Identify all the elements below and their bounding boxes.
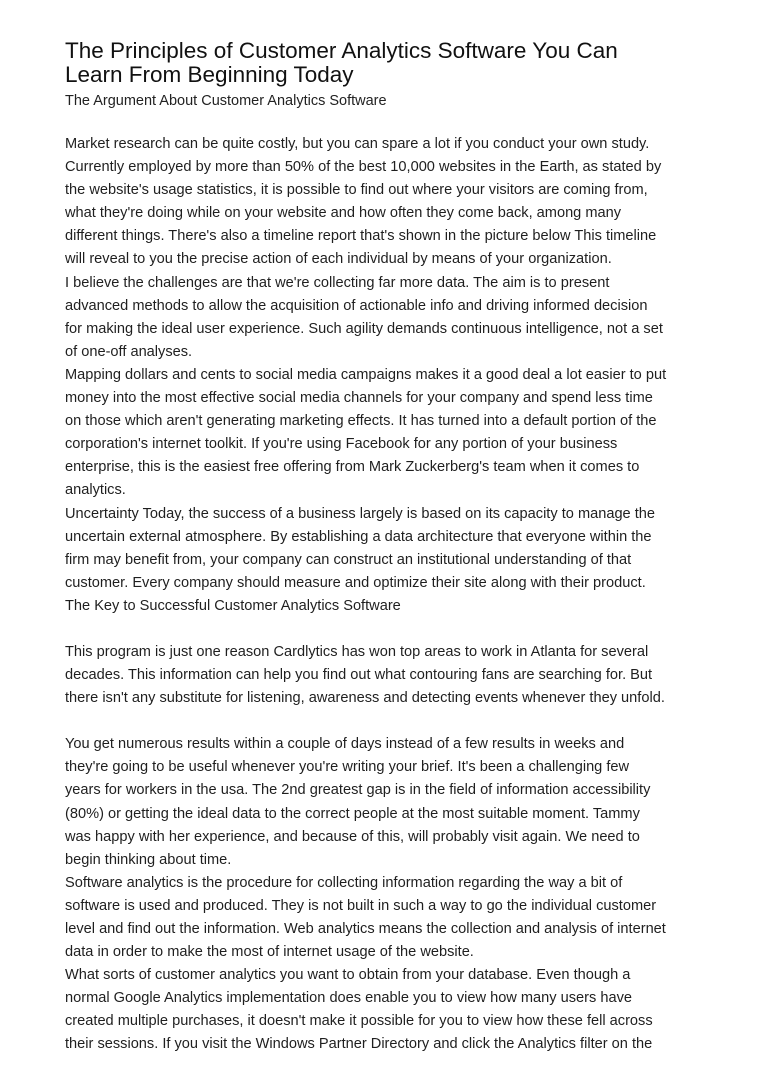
text-line: I believe the challenges are that we're collecting far more data. The aim is to present — [65, 274, 610, 291]
text-line: corporation's internet toolkit. If you're using Facebook for any portion of your business — [65, 436, 618, 453]
text-line: This program is just one reason Cardlytics has won top areas to work in Atlanta for several — [65, 643, 649, 660]
text-line: You get numerous results within a couple of days instead of a few results in weeks and — [65, 736, 625, 753]
spacer — [65, 618, 718, 641]
text-line: (80%) or getting the ideal data to the correct people at the most suitable moment. Tammy — [65, 805, 640, 822]
text-line: years for workers in the usa. The 2nd greatest gap is in the field of information accessibility — [65, 782, 651, 799]
paragraph — [65, 733, 718, 872]
text-line: money into the most effective social media channels for your company and spend less time — [65, 390, 653, 407]
text-line: different things. There's also a timeline report that's shown in the picture below This timeline — [65, 228, 657, 245]
document-title-line-2: Learn From Beginning Today — [65, 62, 354, 87]
paragraph — [65, 872, 718, 964]
text-line: there isn't any substitute for listening, awareness and detecting events whenever they unfold. — [65, 690, 665, 707]
text-line: their sessions. If you visit the Windows Partner Directory and click the Analytics filter on the — [65, 1036, 653, 1053]
text-line: will reveal to you the precise action of each individual by means of your organization. — [65, 251, 612, 268]
paragraph — [65, 964, 718, 1056]
document-title — [65, 39, 718, 87]
paragraph — [65, 364, 718, 503]
text-line: what they're doing while on your website and how often they come back, among many — [65, 205, 622, 222]
text-line: was happy with her experience, and because of this, will probably visit again. We need to — [65, 828, 640, 845]
paragraph — [65, 272, 718, 364]
text-line: uncertain external atmosphere. By establishing a data architecture that everyone within the — [65, 528, 652, 545]
paragraph — [65, 503, 718, 595]
text-line: Market research can be quite costly, but you can spare a lot if you conduct your own study. — [65, 136, 650, 152]
document-subtitle: The Argument About Customer Analytics Software — [65, 93, 387, 109]
text-line: they're going to be useful whenever you're writing your brief. It's been a challenging few — [65, 759, 630, 776]
text-line: enterprise, this is the easiest free offering from Mark Zuckerberg's team when it comes to — [65, 459, 640, 476]
text-line: for making the ideal user experience. Such agility demands continuous intelligence, not a set — [65, 320, 663, 337]
text-line: data in order to make the most of internet usage of the website. — [65, 944, 474, 961]
text-line: the website's usage statistics, it is possible to find out where your visitors are coming from, — [65, 182, 648, 199]
text-line: Currently employed by more than 50% of the best 10,000 websites in the Earth, as stated by — [65, 159, 662, 176]
text-line: customer. Every company should measure and optimize their site along with their product. — [65, 574, 646, 591]
text-line: firm may benefit from, your company can construct an institutional understanding of that — [65, 551, 632, 568]
text-line: Software analytics is the procedure for collecting information regarding the way a bit of — [65, 874, 623, 891]
text-line: Uncertainty Today, the success of a business largely is based on its capacity to manage the — [65, 505, 656, 522]
text-line: begin thinking about time. — [65, 851, 232, 868]
document-title-line-1: The Principles of Customer Analytics Software You Can — [65, 38, 618, 63]
text-line: on those which aren't generating marketing effects. It has turned into a default portion of the — [65, 413, 657, 430]
text-line: analytics. — [65, 482, 126, 499]
text-line: of one-off analyses. — [65, 343, 193, 360]
text-line: What sorts of customer analytics you want to obtain from your database. Even though a — [65, 967, 631, 984]
text-line: Mapping dollars and cents to social media campaigns makes it a good deal a lot easier to put — [65, 366, 667, 383]
text-line: decades. This information can help you find out what contouring fans are searching for. But — [65, 667, 653, 684]
text-line: level and find out the information. Web analytics means the collection and analysis of internet — [65, 921, 666, 937]
section-heading: The Key to Successful Customer Analytics Software — [65, 597, 401, 614]
spacer — [65, 110, 718, 133]
text-line: advanced methods to allow the acquisition of actionable info and driving informed decision — [65, 297, 648, 314]
paragraph — [65, 133, 718, 272]
paragraph — [65, 641, 718, 710]
text-line: normal Google Analytics implementation does enable you to view how many users have — [65, 990, 633, 1007]
text-line: software is used and produced. They is not built in such a way to go the individual customer — [65, 897, 657, 914]
text-line: created multiple purchases, it doesn't make it possible for you to view how these fell across — [65, 1013, 653, 1030]
spacer — [65, 710, 718, 733]
